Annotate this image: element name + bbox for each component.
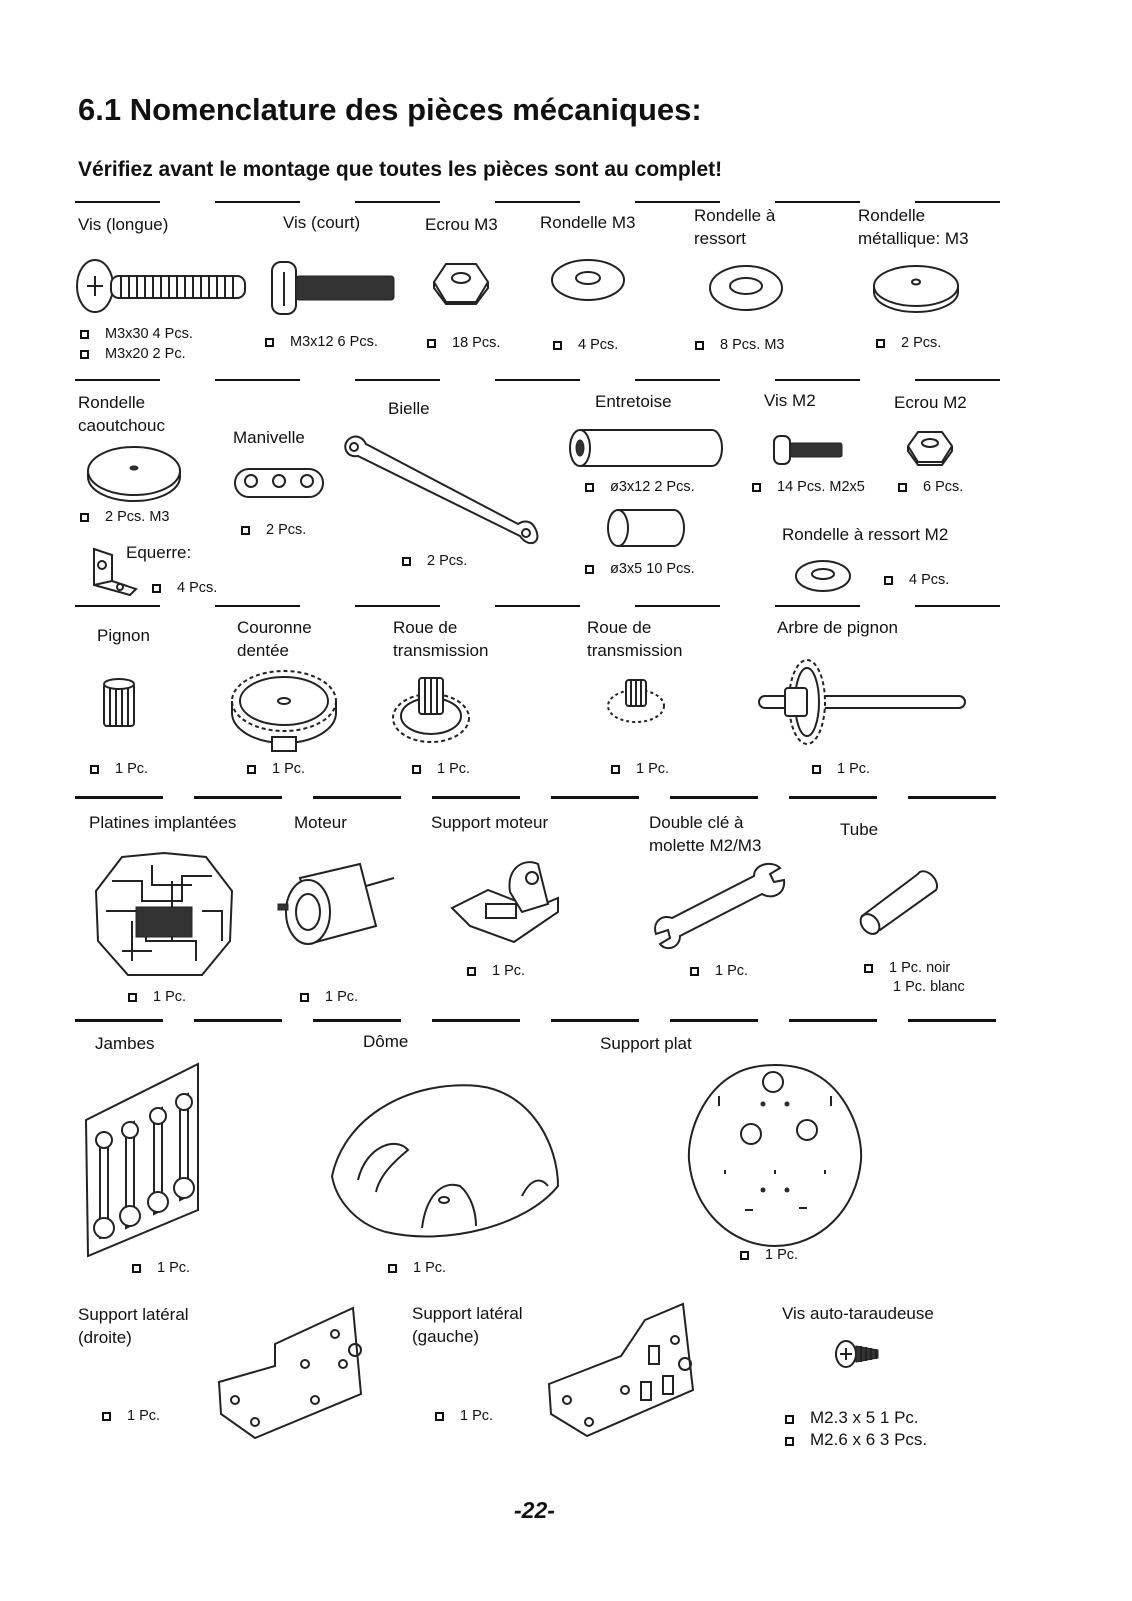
checkbox-icon[interactable] bbox=[752, 483, 761, 492]
checkbox-icon[interactable] bbox=[876, 339, 885, 348]
checkbox-icon[interactable] bbox=[435, 1412, 444, 1421]
part-qty-cle: 1 Pc. bbox=[690, 962, 748, 981]
transmission-gear-icon bbox=[390, 672, 474, 746]
checkbox-icon[interactable] bbox=[740, 1251, 749, 1260]
wrench-icon bbox=[650, 860, 790, 952]
part-label-couronne: Couronne dentée bbox=[237, 618, 312, 660]
part-qty-jambes: 1 Pc. bbox=[132, 1259, 190, 1278]
metal-washer-icon bbox=[872, 262, 962, 312]
part-qty-ecrou-m3: 18 Pcs. bbox=[427, 334, 500, 353]
part-label-rondelle-ressort: Rondelle à ressort bbox=[694, 206, 776, 248]
part-qty-entretoise-2: ø3x5 10 Pcs. bbox=[585, 560, 695, 579]
spacer-icon bbox=[566, 426, 726, 472]
checkbox-icon[interactable] bbox=[402, 557, 411, 566]
tube-icon bbox=[858, 868, 942, 934]
part-label-ecrou-m2: Ecrou M2 bbox=[894, 393, 967, 412]
checkbox-icon[interactable] bbox=[695, 341, 704, 350]
dome-icon bbox=[326, 1076, 566, 1246]
part-label-manivelle: Manivelle bbox=[233, 428, 305, 447]
part-label-pignon: Pignon bbox=[97, 626, 150, 645]
checkbox-icon[interactable] bbox=[864, 964, 873, 973]
part-qty-vis-auto-1: M2.3 x 5 1 Pc. bbox=[785, 1407, 919, 1429]
part-qty-platines: 1 Pc. bbox=[128, 988, 186, 1007]
checkbox-icon[interactable] bbox=[80, 330, 89, 339]
part-qty-support-droite: 1 Pc. bbox=[102, 1407, 160, 1426]
part-qty-support-moteur: 1 Pc. bbox=[467, 962, 525, 981]
flat-plate-icon bbox=[685, 1060, 865, 1250]
checkbox-icon[interactable] bbox=[90, 765, 99, 774]
checkbox-icon[interactable] bbox=[132, 1264, 141, 1273]
part-qty-manivelle: 2 Pcs. bbox=[241, 521, 306, 540]
part-qty-rondelle-metal: 2 Pcs. bbox=[876, 334, 941, 353]
checkbox-icon[interactable] bbox=[898, 483, 907, 492]
checkbox-icon[interactable] bbox=[884, 576, 893, 585]
part-qty-roue1: 1 Pc. bbox=[412, 760, 470, 779]
checkbox-icon[interactable] bbox=[102, 1412, 111, 1421]
checkbox-icon[interactable] bbox=[553, 341, 562, 350]
part-qty-moteur: 1 Pc. bbox=[300, 988, 358, 1007]
part-label-support-plat: Support plat bbox=[600, 1034, 692, 1053]
part-qty-vis-longue-2: M3x20 2 Pc. bbox=[80, 345, 186, 364]
short-screw-icon bbox=[270, 258, 400, 318]
motor-icon bbox=[270, 856, 400, 956]
part-qty-pignon: 1 Pc. bbox=[90, 760, 148, 779]
part-qty-arbre: 1 Pc. bbox=[812, 760, 870, 779]
pinion-gear-icon bbox=[100, 676, 140, 732]
part-qty-equerre: 4 Pcs. bbox=[152, 579, 217, 598]
long-screw-icon bbox=[75, 258, 250, 318]
checkbox-icon[interactable] bbox=[388, 1264, 397, 1273]
part-label-rondelle-m3: Rondelle M3 bbox=[540, 213, 636, 232]
part-label-vis-m2: Vis M2 bbox=[764, 391, 816, 410]
part-qty-rondelle-ressort: 8 Pcs. M3 bbox=[695, 336, 784, 355]
hex-nut-icon bbox=[432, 260, 492, 310]
part-qty-couronne: 1 Pc. bbox=[247, 760, 305, 779]
part-label-tube: Tube bbox=[840, 820, 879, 839]
part-label-support-gauche: Support latéral (gauche) bbox=[412, 1304, 523, 1346]
checkbox-icon[interactable] bbox=[585, 483, 594, 492]
m2-screw-icon bbox=[772, 432, 847, 468]
part-qty-rondelle-caoutchouc: 2 Pcs. M3 bbox=[80, 508, 169, 527]
checkbox-icon[interactable] bbox=[80, 350, 89, 359]
crank-icon bbox=[233, 465, 328, 505]
checkbox-icon[interactable] bbox=[128, 993, 137, 1002]
part-qty-rondelle-m3: 4 Pcs. bbox=[553, 336, 618, 355]
checkbox-icon[interactable] bbox=[585, 565, 594, 574]
part-qty-support-plat: 1 Pc. bbox=[740, 1246, 798, 1265]
part-label-jambes: Jambes bbox=[95, 1034, 155, 1053]
checkbox-icon[interactable] bbox=[467, 967, 476, 976]
checkbox-icon[interactable] bbox=[265, 338, 274, 347]
checkbox-icon[interactable] bbox=[300, 993, 309, 1002]
part-label-roue1: Roue de transmission bbox=[393, 618, 489, 660]
checkbox-icon[interactable] bbox=[152, 584, 161, 593]
spring-washer-icon bbox=[706, 262, 790, 318]
part-label-rondelle-metal: Rondelle métallique: M3 bbox=[858, 206, 969, 248]
washer-icon bbox=[550, 258, 630, 308]
checkbox-icon[interactable] bbox=[785, 1415, 794, 1424]
checkbox-icon[interactable] bbox=[690, 967, 699, 976]
part-qty-vis-longue-1: M3x30 4 Pcs. bbox=[80, 325, 193, 344]
motor-mount-icon bbox=[448, 856, 563, 946]
part-label-vis-auto: Vis auto-taraudeuse bbox=[782, 1304, 934, 1323]
part-label-rondelle-caoutchouc: Rondelle caoutchouc bbox=[78, 393, 165, 435]
checkbox-icon[interactable] bbox=[247, 765, 256, 774]
part-qty-rondelle-ressort-m2: 4 Pcs. bbox=[884, 571, 949, 590]
part-qty-dome: 1 Pc. bbox=[388, 1259, 446, 1278]
right-side-bracket-icon bbox=[215, 1304, 370, 1444]
part-qty-vis-court: M3x12 6 Pcs. bbox=[265, 333, 378, 352]
checkbox-icon[interactable] bbox=[785, 1437, 794, 1446]
part-label-support-droite: Support latéral (droite) bbox=[78, 1305, 189, 1347]
checkbox-icon[interactable] bbox=[241, 526, 250, 535]
part-label-rondelle-ressort-m2: Rondelle à ressort M2 bbox=[782, 525, 949, 544]
part-label-ecrou-m3: Ecrou M3 bbox=[425, 215, 498, 234]
connecting-rod-icon bbox=[340, 432, 540, 552]
legs-sprue-icon bbox=[82, 1060, 207, 1260]
checkbox-icon[interactable] bbox=[427, 339, 436, 348]
crown-gear-icon bbox=[230, 665, 340, 755]
part-label-platines: Platines implantées bbox=[89, 813, 237, 832]
part-label-cle: Double clé à molette M2/M3 bbox=[649, 813, 762, 855]
m2-spring-washer-icon bbox=[793, 556, 857, 596]
part-label-entretoise: Entretoise bbox=[595, 392, 672, 411]
part-qty-ecrou-m2: 6 Pcs. bbox=[898, 478, 963, 497]
rubber-washer-icon bbox=[86, 443, 186, 503]
part-qty-bielle: 2 Pcs. bbox=[402, 552, 467, 571]
part-qty-tube-2: 1 Pc. blanc bbox=[893, 979, 965, 995]
part-label-roue2: Roue de transmission bbox=[587, 618, 683, 660]
part-label-vis-court: Vis (court) bbox=[283, 213, 361, 232]
page-number: -22- bbox=[514, 1497, 555, 1523]
checkbox-icon[interactable] bbox=[611, 765, 620, 774]
page-title: 6.1 Nomenclature des pièces mécaniques: bbox=[78, 92, 702, 127]
part-label-moteur: Moteur bbox=[294, 813, 347, 832]
left-side-bracket-icon bbox=[545, 1300, 700, 1440]
checkbox-icon[interactable] bbox=[80, 513, 89, 522]
part-label-equerre: Equerre: bbox=[126, 543, 192, 562]
part-label-bielle: Bielle bbox=[388, 399, 430, 418]
checkbox-icon[interactable] bbox=[812, 765, 821, 774]
short-spacer-icon bbox=[604, 506, 688, 550]
checkbox-icon[interactable] bbox=[412, 765, 421, 774]
part-qty-support-gauche: 1 Pc. bbox=[435, 1407, 493, 1426]
part-label-support-moteur: Support moteur bbox=[431, 813, 549, 832]
pinion-shaft-icon bbox=[755, 656, 970, 751]
part-label-dome: Dôme bbox=[363, 1032, 409, 1051]
part-qty-vis-auto-2: M2.6 x 6 3 Pcs. bbox=[785, 1429, 927, 1451]
part-label-vis-longue: Vis (longue) bbox=[78, 215, 169, 234]
page-subtitle: Vérifiez avant le montage que toutes les pièces sont au complet! bbox=[78, 158, 723, 181]
part-qty-vis-m2: 14 Pcs. M2x5 bbox=[752, 478, 865, 497]
m2-nut-icon bbox=[906, 428, 956, 470]
part-qty-roue2: 1 Pc. bbox=[611, 760, 669, 779]
part-qty-entretoise-1: ø3x12 2 Pcs. bbox=[585, 478, 695, 497]
part-qty-tube-1: 1 Pc. noir bbox=[864, 959, 950, 978]
part-label-arbre: Arbre de pignon bbox=[777, 618, 898, 637]
self-tapping-screw-icon bbox=[834, 1338, 884, 1370]
small-transmission-gear-icon bbox=[605, 676, 669, 726]
circuit-board-icon bbox=[92, 851, 237, 981]
